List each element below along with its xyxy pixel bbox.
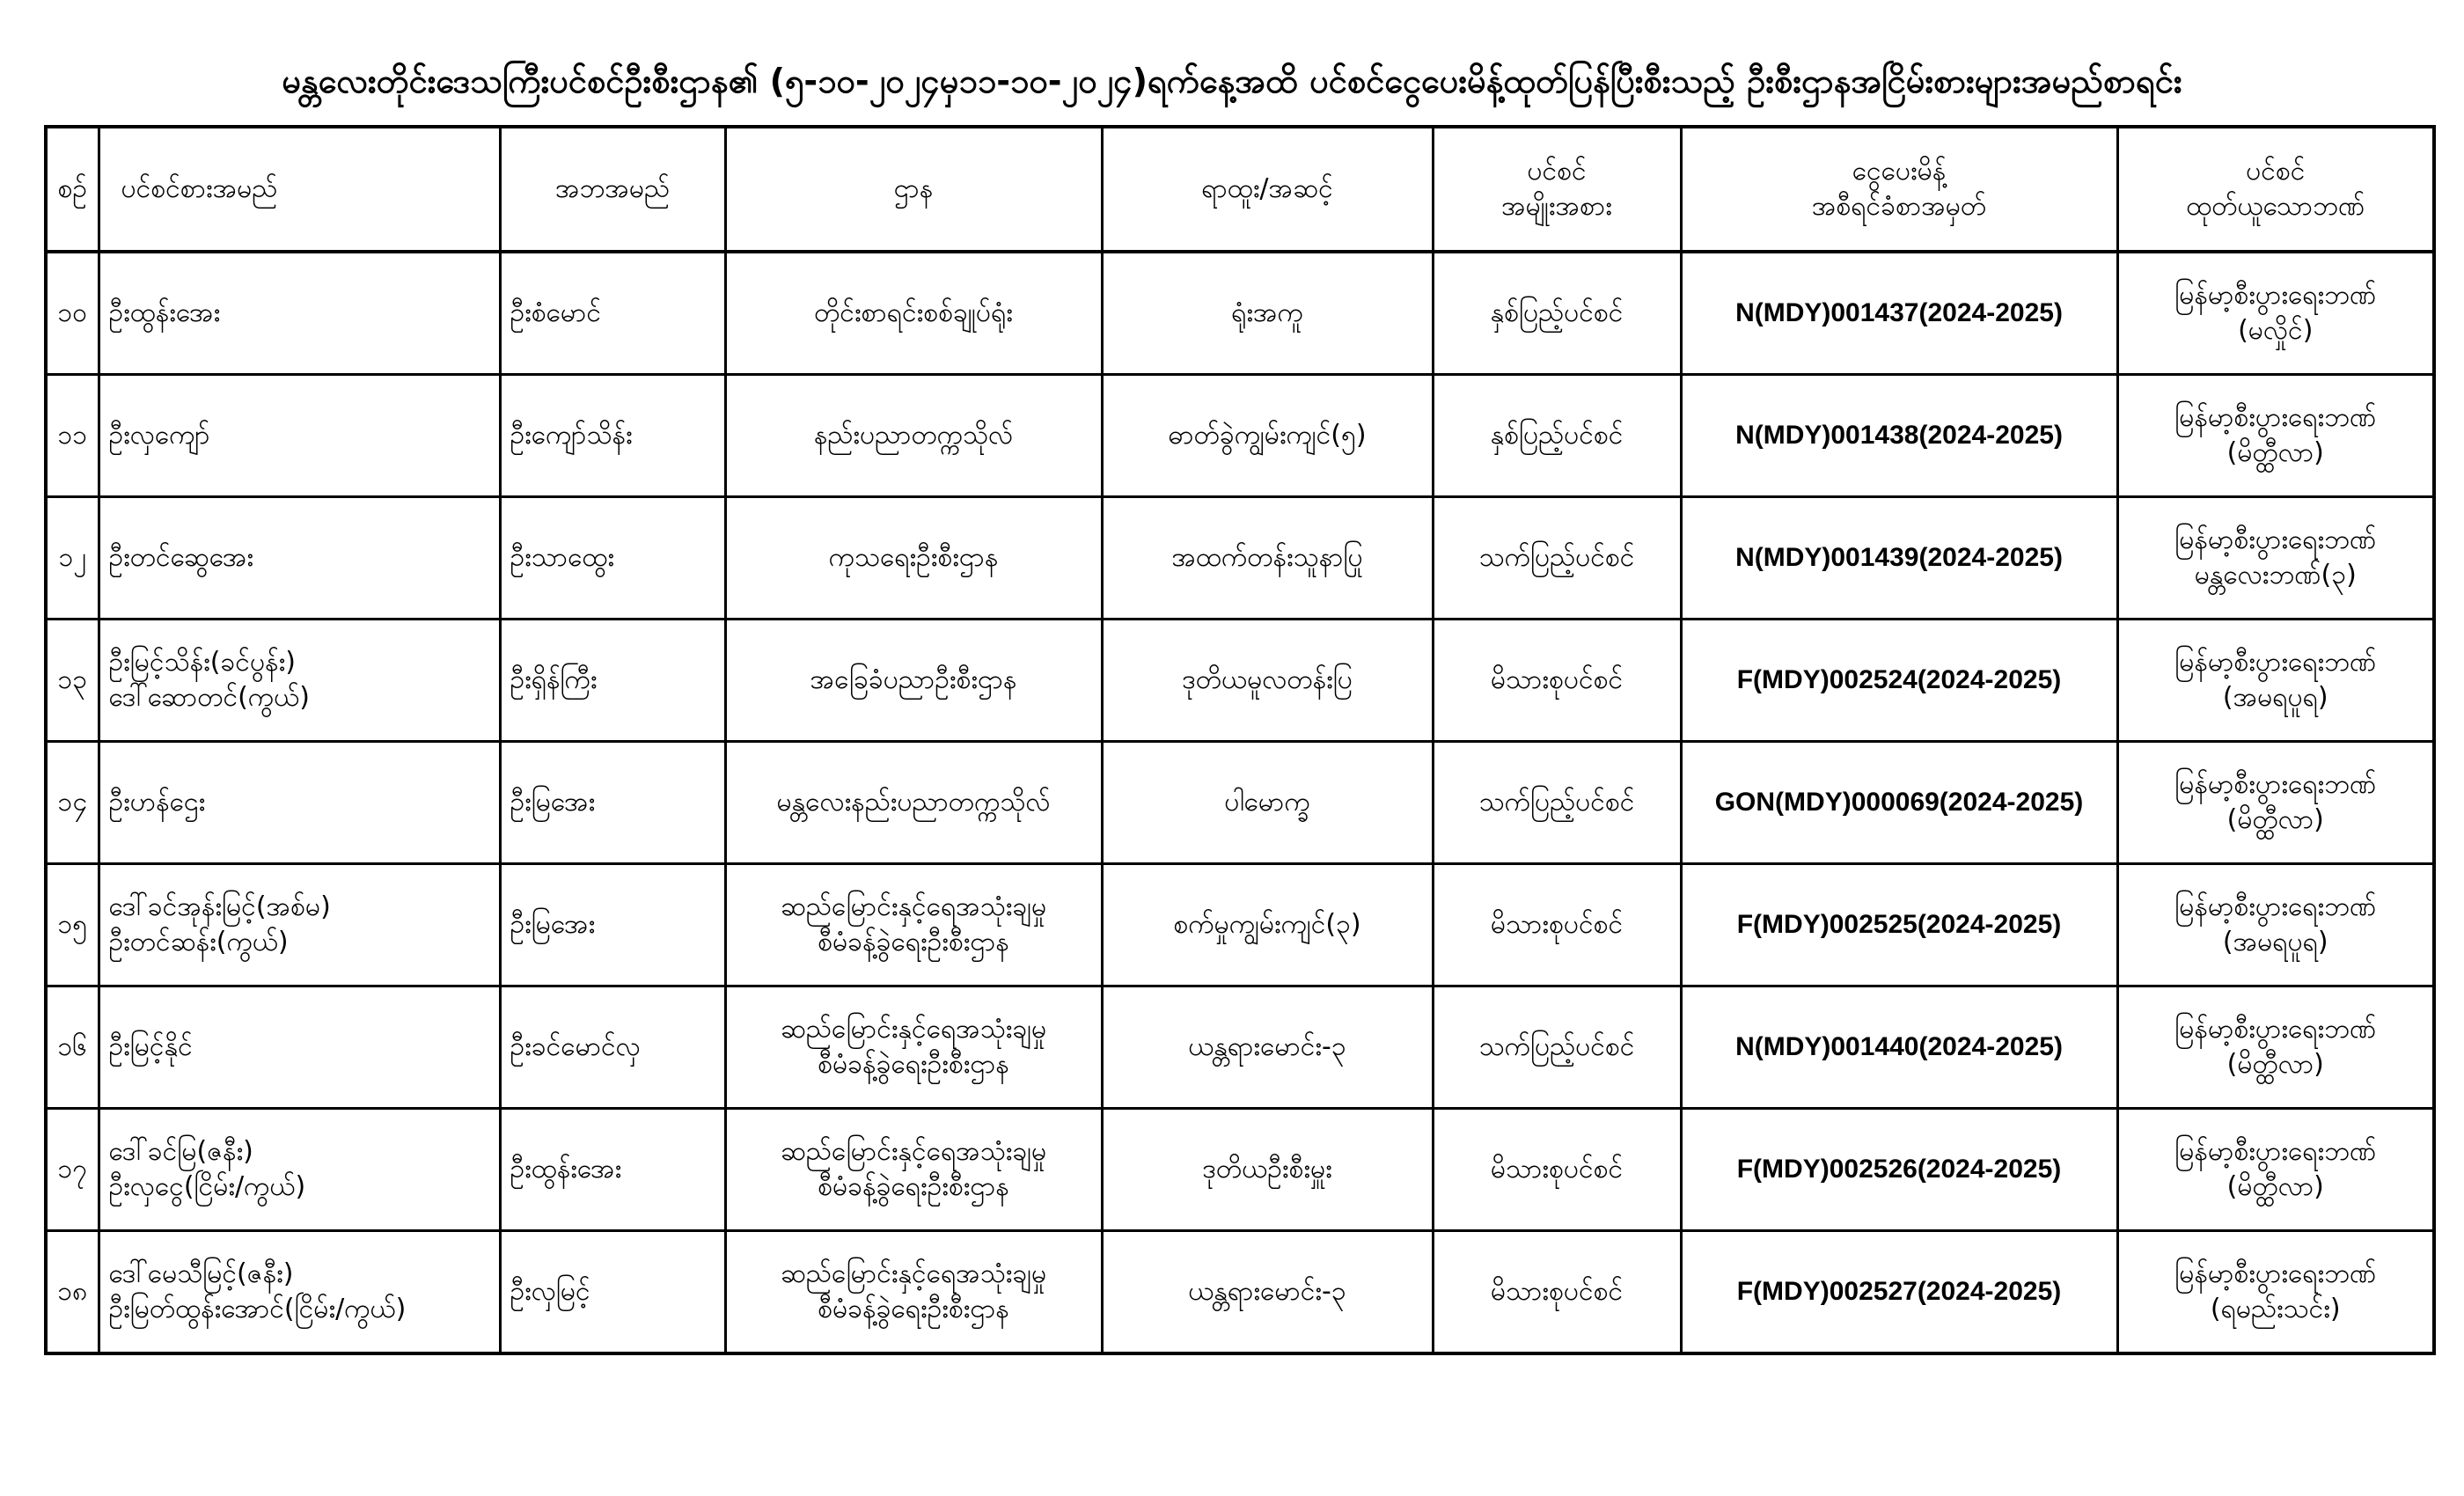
- table-row: [46, 864, 2434, 986]
- cell-department-line: စီမံခန့်ခွဲရေးဦးစီးဌာန: [818, 1171, 1009, 1202]
- cell-pensioner-name-line: ဦးမြတ်ထွန်းအောင်(ငြိမ်း/ကွယ်): [108, 1294, 407, 1324]
- cell-department-line: အခြေခံပညာဦးစီးဌာန: [810, 664, 1017, 695]
- cell-pensioner-name: [99, 986, 500, 1109]
- cell-department: [725, 986, 1102, 1109]
- cell-book-number: F(MDY)002524(2024-2025): [1681, 620, 2117, 742]
- cell-pension-type: မိသားစုပင်စင်: [1433, 1231, 1681, 1354]
- cell-department-line: စီမံခန့်ခွဲရေးဦးစီးဌာန: [818, 927, 1009, 957]
- header-book-number: [1681, 127, 2117, 252]
- cell-father-name: ဦးစံမောင်: [500, 252, 725, 375]
- page-title: မန္တလေးတိုင်းဒေသကြီးပင်စင်ဦးစီးဌာန၏ (၅-၁၀-၂၀၂၄မှ၁၁-၁၀-၂၀၂၄)ရက်နေ့အထိ ပင်စင်ငွေပေးမိန့်ထုတ်ပြန်ပြီးစီးသည့် ဦးစီးဌာနအငြိမ်းစားများအမည်စာရင်း: [282, 62, 2182, 100]
- cell-department: [725, 742, 1102, 864]
- cell-no: ၁၅: [46, 864, 99, 986]
- cell-pensioner-name: [99, 742, 500, 864]
- cell-no: ၁၃: [46, 620, 99, 742]
- cell-pensioner-name-line: ဒေါ်ခင်အုန်းမြင့်(အစ်မ): [108, 891, 331, 922]
- table-row: [46, 1231, 2434, 1354]
- cell-bank-line: မြန်မာ့စီးပွားရေးဘဏ်: [2174, 647, 2377, 678]
- header-bank: [2117, 127, 2434, 252]
- cell-pensioner-name-line: ဦးလှကျော်: [108, 420, 210, 451]
- cell-book-number: GON(MDY)000069(2024-2025): [1681, 742, 2117, 864]
- cell-pension-type: သက်ပြည့်ပင်စင်: [1433, 986, 1681, 1109]
- cell-book-number: N(MDY)001440(2024-2025): [1681, 986, 2117, 1109]
- cell-father-name: ဦးရှိန်ကြီး: [500, 620, 725, 742]
- header-bank-line1: ပင်စင်: [2246, 156, 2306, 187]
- cell-father-name: ဦးကျော်သိန်း: [500, 375, 725, 497]
- header-book-line2: အစီရင်ခံစာအမှတ်: [1811, 191, 1987, 222]
- cell-bank: [2117, 252, 2434, 375]
- cell-bank-line: မြန်မာ့စီးပွားရေးဘဏ်: [2174, 280, 2377, 311]
- cell-father-name: ဦးသာထွေး: [500, 497, 725, 620]
- header-father: အဘအမည်: [500, 127, 725, 252]
- pensioner-table: [44, 125, 2436, 1355]
- cell-bank-line: (မိတ္ထီလာ): [2226, 1049, 2324, 1080]
- cell-bank-line: (မိတ္ထီလာ): [2226, 1171, 2324, 1202]
- cell-department: [725, 252, 1102, 375]
- cell-pensioner-name-line: ဒေါ်ဆောတင်(ကွယ်): [108, 682, 310, 713]
- cell-department-line: စီမံခန့်ခွဲရေးဦးစီးဌာန: [818, 1294, 1009, 1324]
- cell-pensioner-name-line: ဦးမြင့်သိန်း(ခင်ပွန်း): [108, 647, 296, 678]
- cell-pensioner-name: [99, 375, 500, 497]
- cell-no: ၁၈: [46, 1231, 99, 1354]
- cell-pensioner-name-line: ဒေါ်မေသီမြင့်(ဇနီး): [108, 1258, 294, 1289]
- cell-no: ၁၂: [46, 497, 99, 620]
- cell-pensioner-name-line: ဦးဟန်ဌေး: [108, 787, 206, 818]
- cell-position: ဒုတိယဦးစီးမှူး: [1102, 1109, 1433, 1231]
- cell-bank-line: မြန်မာ့စီးပွားရေးဘဏ်: [2174, 402, 2377, 433]
- cell-bank: [2117, 620, 2434, 742]
- cell-bank-line: မြန်မာ့စီးပွားရေးဘဏ်: [2174, 524, 2377, 555]
- cell-position: ဒုတိယမူလတန်းပြ: [1102, 620, 1433, 742]
- cell-department-line: ဆည်မြောင်းနှင့်ရေအသုံးချမှု: [780, 1014, 1047, 1045]
- cell-department-line: မန္တလေးနည်းပညာတက္ကသိုလ်: [776, 787, 1051, 818]
- cell-department: [725, 864, 1102, 986]
- cell-bank-line: မန္တလေးဘဏ်(၃): [2194, 560, 2357, 590]
- cell-pension-type: မိသားစုပင်စင်: [1433, 1109, 1681, 1231]
- cell-department: [725, 1109, 1102, 1231]
- cell-pension-type: မိသားစုပင်စင်: [1433, 620, 1681, 742]
- cell-department-line: ဆည်မြောင်းနှင့်ရေအသုံးချမှု: [780, 1258, 1047, 1289]
- cell-bank: [2117, 1231, 2434, 1354]
- cell-bank: [2117, 497, 2434, 620]
- cell-book-number: F(MDY)002527(2024-2025): [1681, 1231, 2117, 1354]
- cell-bank: [2117, 864, 2434, 986]
- cell-bank-line: မြန်မာ့စီးပွားရေးဘဏ်: [2174, 891, 2377, 922]
- header-position: ရာထူး/အဆင့်: [1102, 127, 1433, 252]
- cell-position: ပါမောက္ခ: [1102, 742, 1433, 864]
- cell-bank-line: (မိတ္ထီလာ): [2226, 804, 2324, 835]
- cell-position: အထက်တန်းသူနာပြု: [1102, 497, 1433, 620]
- cell-bank-line: မြန်မာ့စီးပွားရေးဘဏ်: [2174, 769, 2377, 800]
- cell-pensioner-name-line: ဦးထွန်းအေး: [108, 297, 221, 328]
- table-row: [46, 252, 2434, 375]
- cell-bank: [2117, 986, 2434, 1109]
- cell-pension-type: သက်ပြည့်ပင်စင်: [1433, 497, 1681, 620]
- cell-pensioner-name-line: ဦးတင်ဆွေအေး: [108, 542, 254, 573]
- cell-bank-line: (အမရပူရ): [2222, 682, 2328, 713]
- cell-pension-type: မိသားစုပင်စင်: [1433, 864, 1681, 986]
- cell-department-line: ဆည်မြောင်းနှင့်ရေအသုံးချမှု: [780, 1136, 1047, 1167]
- header-pension-type-line2: အမျိုးအစား: [1501, 191, 1612, 222]
- table-body: [46, 252, 2434, 1353]
- cell-bank-line: မြန်မာ့စီးပွားရေးဘဏ်: [2174, 1014, 2377, 1045]
- cell-father-name: ဦးလှမြင့်: [500, 1231, 725, 1354]
- cell-father-name: ဦးမြအေး: [500, 864, 725, 986]
- cell-position: ဓာတ်ခွဲကျွမ်းကျင်(၅): [1102, 375, 1433, 497]
- cell-bank-line: (မလှိုင်): [2238, 315, 2314, 346]
- cell-pension-type: နှစ်ပြည့်ပင်စင်: [1433, 252, 1681, 375]
- cell-department-line: နည်းပညာတက္ကသိုလ်: [813, 420, 1014, 451]
- cell-pensioner-name: [99, 1109, 500, 1231]
- cell-bank-line: (အမရပူရ): [2222, 927, 2328, 957]
- cell-bank: [2117, 1109, 2434, 1231]
- table-header-row: [46, 127, 2434, 252]
- cell-father-name: ဦးခင်မောင်လှ: [500, 986, 725, 1109]
- table-row: [46, 375, 2434, 497]
- cell-no: ၁၄: [46, 742, 99, 864]
- cell-department-line: စီမံခန့်ခွဲရေးဦးစီးဌာန: [818, 1049, 1009, 1080]
- cell-no: ၁၆: [46, 986, 99, 1109]
- header-name: ပင်စင်စားအမည်: [99, 127, 500, 252]
- cell-no: ၁၀: [46, 252, 99, 375]
- cell-no: ၁၇: [46, 1109, 99, 1231]
- cell-department: [725, 497, 1102, 620]
- table-row: [46, 986, 2434, 1109]
- cell-department: [725, 620, 1102, 742]
- header-no: စဉ်: [46, 127, 99, 252]
- cell-pensioner-name-line: ဦးမြင့်နိုင်: [108, 1031, 193, 1062]
- cell-no: ၁၁: [46, 375, 99, 497]
- cell-book-number: F(MDY)002526(2024-2025): [1681, 1109, 2117, 1231]
- cell-pensioner-name: [99, 1231, 500, 1354]
- cell-bank-line: မြန်မာ့စီးပွားရေးဘဏ်: [2174, 1136, 2377, 1167]
- cell-pension-type: နှစ်ပြည့်ပင်စင်: [1433, 375, 1681, 497]
- cell-department-line: တိုင်းစာရင်းစစ်ချုပ်ရုံး: [814, 297, 1013, 328]
- cell-father-name: ဦးမြအေး: [500, 742, 725, 864]
- header-pension-type-line1: ပင်စင်: [1527, 156, 1587, 187]
- table-row: [46, 620, 2434, 742]
- cell-pensioner-name: [99, 252, 500, 375]
- table-row: [46, 1109, 2434, 1231]
- cell-pension-type: သက်ပြည့်ပင်စင်: [1433, 742, 1681, 864]
- cell-bank: [2117, 742, 2434, 864]
- cell-position: စက်မှုကျွမ်းကျင်(၃): [1102, 864, 1433, 986]
- cell-pensioner-name: [99, 620, 500, 742]
- cell-department-line: ကုသရေးဦးစီးဌာန: [828, 542, 999, 573]
- cell-pensioner-name: [99, 864, 500, 986]
- table-row: [46, 497, 2434, 620]
- cell-father-name: ဦးထွန်းအေး: [500, 1109, 725, 1231]
- cell-position: ယန္တရားမောင်း-၃: [1102, 986, 1433, 1109]
- cell-bank: [2117, 375, 2434, 497]
- cell-book-number: N(MDY)001437(2024-2025): [1681, 252, 2117, 375]
- cell-position: ရုံးအကူ: [1102, 252, 1433, 375]
- cell-book-number: N(MDY)001439(2024-2025): [1681, 497, 2117, 620]
- table-row: [46, 742, 2434, 864]
- cell-book-number: N(MDY)001438(2024-2025): [1681, 375, 2117, 497]
- cell-pensioner-name-line: ဦးလှငွေ(ငြိမ်း/ကွယ်): [108, 1171, 306, 1202]
- header-department: ဌာန: [725, 127, 1102, 252]
- cell-department: [725, 1231, 1102, 1354]
- cell-bank-line: (ရမည်းသင်း): [2210, 1294, 2341, 1324]
- cell-pensioner-name: [99, 497, 500, 620]
- header-book-line1: ငွေပေးမိန့်: [1852, 156, 1947, 187]
- cell-department: [725, 375, 1102, 497]
- cell-bank-line: (မိတ္ထီလာ): [2226, 437, 2324, 468]
- header-pension-type: [1433, 127, 1681, 252]
- cell-bank-line: မြန်မာ့စီးပွားရေးဘဏ်: [2174, 1258, 2377, 1289]
- cell-pensioner-name-line: ဒေါ်ခင်မြ(ဇနီး): [108, 1136, 253, 1167]
- cell-position: ယန္တရားမောင်း-၃: [1102, 1231, 1433, 1354]
- header-bank-line2: ထုတ်ယူသောဘဏ်: [2186, 191, 2365, 222]
- cell-department-line: ဆည်မြောင်းနှင့်ရေအသုံးချမှု: [780, 891, 1047, 922]
- cell-pensioner-name-line: ဦးတင်ဆန်း(ကွယ်): [108, 927, 289, 957]
- cell-book-number: F(MDY)002525(2024-2025): [1681, 864, 2117, 986]
